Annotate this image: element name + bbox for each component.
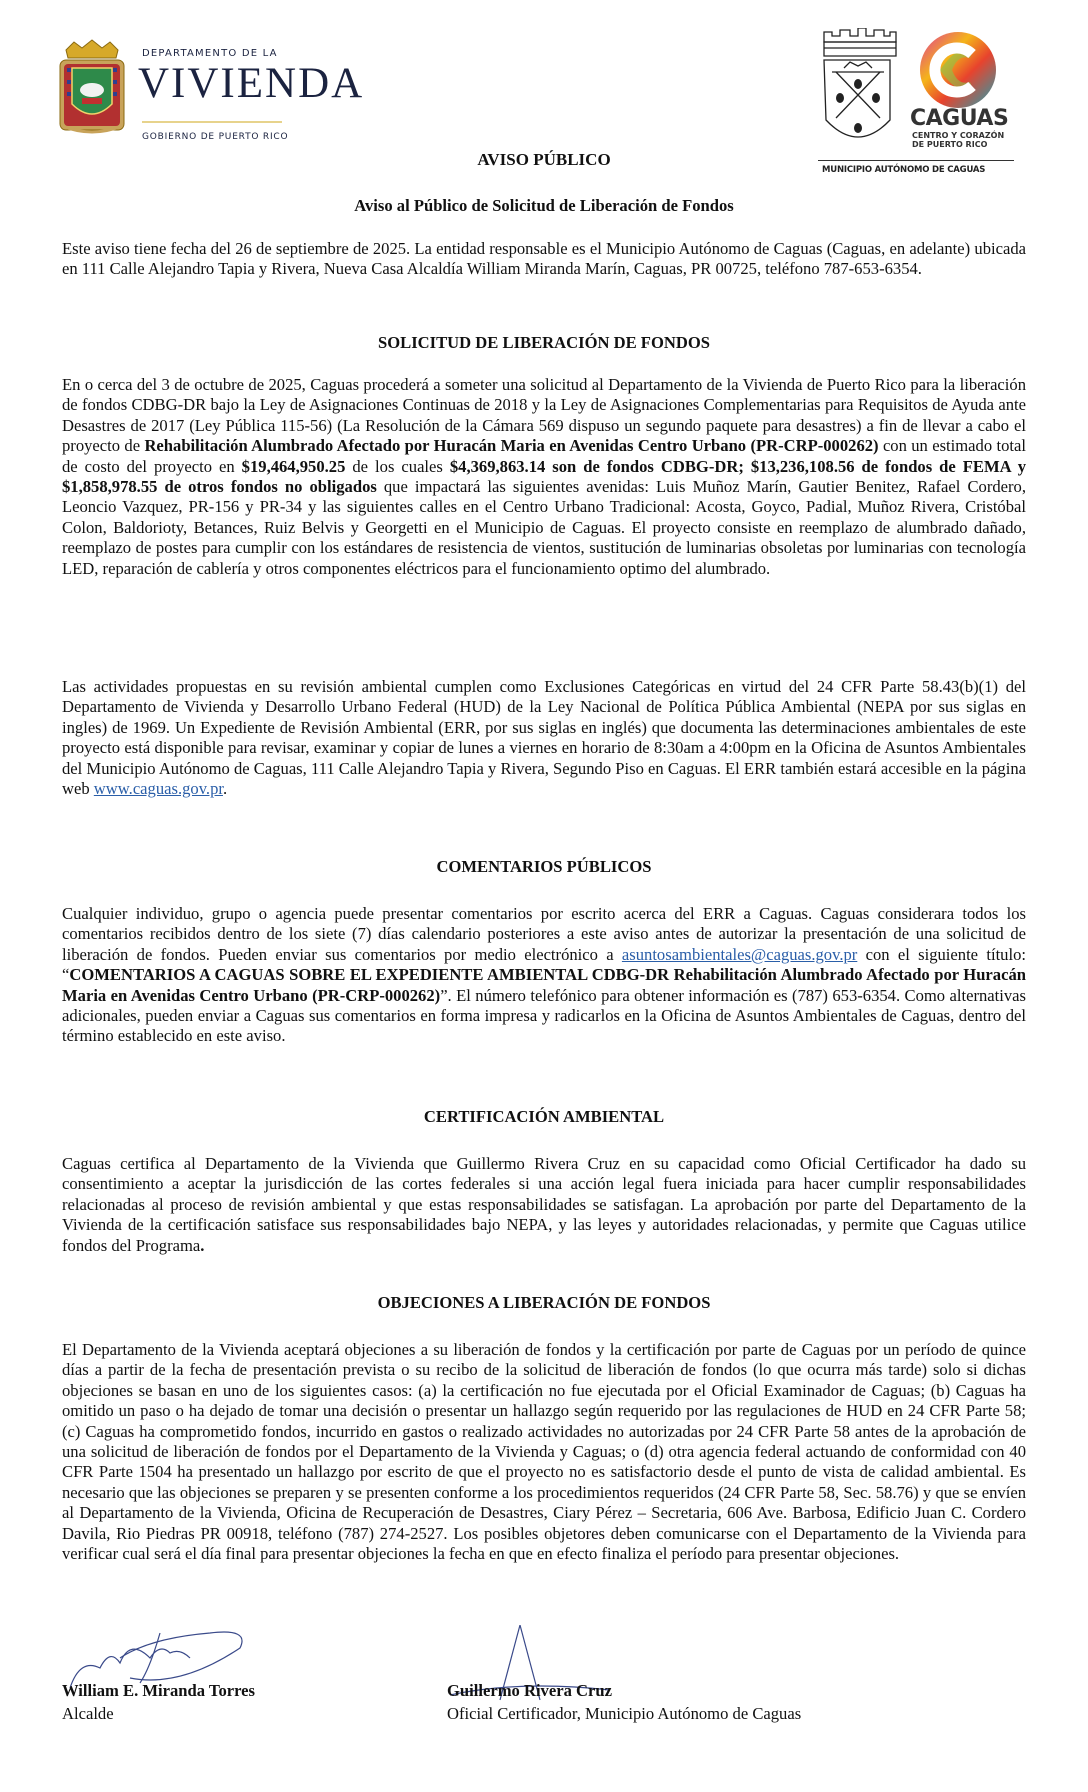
website-link[interactable]: www.caguas.gov.pr: [93, 779, 223, 799]
signer-1-name: William E. Miranda Torres: [62, 1681, 255, 1700]
caguas-tagline-2: DE PUERTO RICO: [912, 140, 988, 149]
text: .: [222, 779, 228, 799]
certificacion-paragraph: [62, 1154, 1026, 1256]
section-heading-solicitud: SOLICITUD DE LIBERACIÓN DE FONDOS: [378, 333, 710, 352]
logo-line-3: GOBIERNO DE PUERTO RICO: [142, 132, 289, 142]
intro-paragraph: Este aviso tiene fecha del 26 de septiembre de 2025. La entidad responsable es el Municipio Autónomo de Caguas (Caguas, en adelante) ubicada en 111 Calle Alejandro Tapia y Rivera, Nueva Casa Alcaldía William Miranda Marín, Caguas, PR 00725, teléfono 787-653-6354.: [62, 239, 1026, 279]
signer-2-title: Oficial Certificador, Municipio Autónomo de Caguas: [447, 1704, 802, 1723]
environmental-review-paragraph: [62, 677, 1026, 799]
logo-divider: [142, 121, 282, 123]
signer-1-title: Alcalde: [62, 1704, 114, 1723]
text: que impactará las siguientes avenidas: Luis Muñoz Marín, Gautier Benitez, Rafael Cordero, Leoncio Vazquez, PR-156 y PR-34 y las siguientes calles en el Centro Urbano Tradicional: Acosta, Goyco, Padial, Muñoz Rivera, Cristóbal Colon, Baldorioty, Betances, Ruiz Belvis y Georgetti en el Municipio de Caguas. El proyecto consiste en reemplazo de alumbrado dañado, reemplazo de postes para cumplir con los estándares de resistencia de vientos, sustitución de luminarias obsoletas por luminarias con tecnología LED, reparación de cablería y otros componentes eléctricos para el funcionamiento optimo del alumbrado.: [62, 477, 1026, 578]
caguas-brand: CAGUAS: [910, 106, 1009, 131]
section-heading-objeciones: OBJECIONES A LIBERACIÓN DE FONDOS: [377, 1293, 711, 1312]
caguas-c-logo-icon: [918, 30, 998, 110]
email-link[interactable]: asuntosambientales@caguas.gov.pr: [621, 944, 858, 964]
total-cost: $19,464,950.25: [241, 456, 346, 476]
logo-line-1: DEPARTAMENTO DE LA: [142, 48, 278, 59]
puerto-rico-coat-of-arms-icon: [52, 38, 132, 138]
text: con el siguiente título: “: [62, 944, 1026, 985]
project-name: Rehabilitación Alumbrado Afectado por Huracán Maria en Avenidas Centro Urbano (PR-CRP-000262): [144, 436, 879, 456]
caguas-tagline: [912, 131, 1004, 149]
objeciones-paragraph: El Departamento de la Vivienda aceptará objeciones a su liberación de fondos y la certificación por parte de Caguas por un período de quince días a partir de la fecha de presentación prevista o su recibo de la solicitud de liberación de fondos (lo que ocurra más tarde) solo si dichas objeciones se basan en uno de los siguientes casos: (a) la certificación no fue ejecutada por el Oficial Examinador de Caguas; (b) Caguas ha omitido un paso o ha dejado de tomar una decisión o presentar un hallazgo según requerido por las regulaciones de HUD en 24 CFR Parte 58; (c) Caguas ha comprometido fondos, incurrido en gastos o realizado actividades no autorizadas por 24 CFR Parte 58 antes de la aprobación de una solicitud de liberación de fondos por el Departamento de la Vivienda y Caguas; o (d) otra agencia federal actuando de conformidad con 40 CFR Parte 1504 ha presentado un hallazgo por escrito de que el proyecto no es satisfactorio desde el punto de vista de calidad ambiental. Es necesario que las objeciones se preparen y se presenten conforme a los procedimientos requeridos (24 CFR Parte 58, Sec. 58.76) y que se envíen al Departamento de la Vivienda, Oficina de Recuperación de Desastres, Ciary Pérez – Secretaria, 606 Ave. Barbosa, Edificio Juan C. Cordero Davila, Rio Piedras PR 00918, teléfono (787) 274-2527. Los posibles objetores deben comunicarse con el Departamento de la Vivienda para verificar cual será el día final para presentar objeciones la fecha en que en efecto finaliza el período para presentar objeciones.: [62, 1340, 1026, 1564]
comentarios-paragraph: [62, 904, 1026, 1047]
text: .: [200, 1235, 205, 1255]
text: Caguas certifica al Departamento de la Vivienda que Guillermo Rivera Cruz en su capacidad como Oficial Certificador ha dado su consentimiento a aceptar la jurisdicción de las cortes federales si una acción legal fuera iniciada para hacer cumplir responsabilidades relacionadas al proceso de revisión ambiental y que estas responsabilidades se satisfagan. La aprobación por parte del Departamento de la Vivienda de la certificación satisface sus responsabilidades bajo NEPA, y las leyes y autoridades relacionadas, y permite que Caguas utilice fondos del Programa: [62, 1154, 1026, 1255]
text: En o cerca del 3 de octubre de 2025, Caguas procederá a someter una solicitud al Departamento de la Vivienda de Puerto Rico para la liberación de fondos CDBG-DR bajo la Ley de Asignaciones Continuas de 2018 y la Ley de Asignaciones Complementarias para Requisitos de Ayuda ante Desastres de 2017 (Ley Pública 115-56) (La Resolución de la Cámara 569 dispuso un segundo paquete para desastres) a fin de llevar a cabo el proyecto de: [62, 375, 1026, 456]
document-subtitle: Aviso al Público de Solicitud de Liberación de Fondos: [354, 196, 734, 215]
section-heading-certificacion: CERTIFICACIÓN AMBIENTAL: [423, 1107, 665, 1126]
text: ”. El número telefónico para obtener información es (787) 653-6354. Como alternativas adicionales, pueden enviar a Caguas sus comentarios en forma impresa y radicarlos en la Oficina de Asuntos Ambientales de Caguas, dentro del término establecido en este aviso.: [62, 985, 1026, 1046]
text: Las actividades propuestas en su revisión ambiental cumplen como Exclusiones Categóricas en virtud del 24 CFR Parte 58.43(b)(1) del Departamento de Vivienda y Desarrollo Urbano Federal (HUD) de la Ley Nacional de Política Pública Ambiental (NEPA por sus siglas en ingles) de 1969. Un Expediente de Revisión Ambiental (ERR, por sus siglas en inglés) que documenta las determinaciones ambientales de este proyecto está disponible para revisar, examinar y copiar de lunes a viernes en horario de 8:30am a 4:00pm en la Oficina de Asuntos Ambientales del Municipio Autónomo de Caguas, 111 Calle Alejandro Tapia y Rivera, Segundo Piso en Caguas. El ERR también estará accesible en la página web: [62, 677, 1026, 799]
text: con un estimado total de costo del proyecto en: [62, 436, 1026, 476]
caguas-municipality: MUNICIPIO AUTÓNOMO DE CAGUAS: [822, 165, 986, 175]
solicitud-paragraph: [62, 375, 1026, 579]
signer-2-name: Guillermo Rivera Cruz: [447, 1681, 612, 1700]
vivienda-logo: [52, 38, 392, 148]
text: de los cuales: [345, 456, 450, 476]
email-subject: COMENTARIOS A CAGUAS SOBRE EL EXPEDIENTE AMBIENTAL CDBG-DR Rehabilitación Alumbrado Afectado por Huracán Maria en Avenidas Centro Urbano (PR-CRP-000262): [62, 965, 1026, 1005]
document-title: AVISO PÚBLICO: [477, 150, 611, 169]
funding-breakdown: $4,369,863.14 son de fondos CDBG-DR; $13,236,108.56 de fondos de FEMA y $1,858,978.55 de otros fondos no obligados: [62, 456, 1026, 497]
logo-line-2: VIVIENDA: [138, 60, 365, 107]
text: Cualquier individuo, grupo o agencia puede presentar comentarios por escrito acerca del ERR a Caguas. Caguas considerara todos los comentarios recibidos dentro de los siete (7) días calendario posteriores a este aviso antes de autorizar la presentación de una solicitud de liberación de fondos. Pueden enviar sus comentarios por medio electrónico a: [62, 904, 1026, 964]
caguas-coat-of-arms-icon: [818, 28, 898, 158]
caguas-tagline-1: CENTRO Y CORAZÓN: [912, 131, 1005, 140]
section-heading-comentarios: COMENTARIOS PÚBLICOS: [436, 857, 652, 876]
